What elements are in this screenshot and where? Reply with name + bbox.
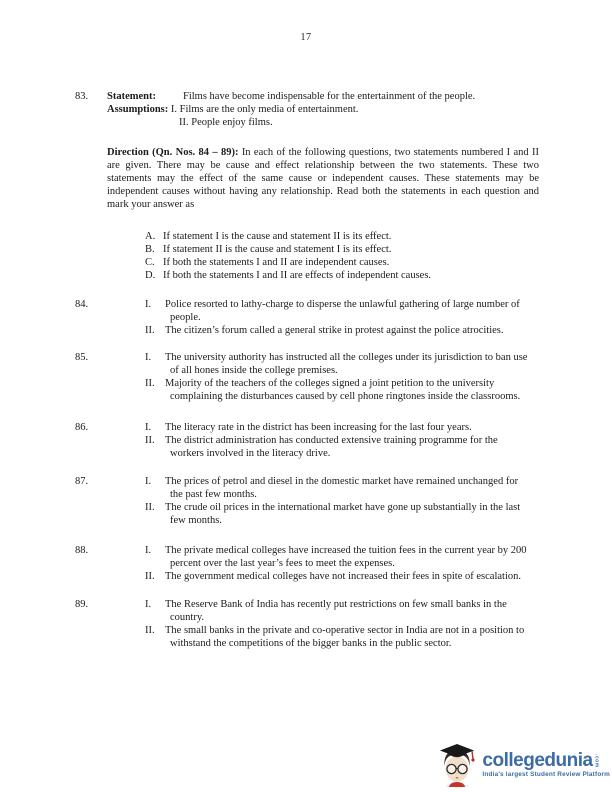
brand-row — [482, 751, 610, 770]
statement-1-label: I. — [145, 352, 152, 363]
direction-label: Direction (Qn. Nos. 84 – 89): — [107, 147, 239, 158]
assumptions-row — [107, 103, 475, 116]
statements — [145, 544, 542, 583]
statement-2-label: II. — [145, 502, 155, 513]
statement-line: workers involved in the literacy drive. — [170, 448, 331, 459]
question-83-body — [107, 90, 475, 129]
question-number: 83. — [75, 91, 89, 102]
question-number: 84. — [75, 299, 89, 310]
question-89 — [75, 598, 542, 650]
statement-line: people. — [170, 312, 201, 323]
option-letter: A. — [145, 231, 156, 242]
statement-line: the past few months. — [170, 489, 257, 500]
option-a — [145, 230, 542, 243]
statement-line: country. — [170, 612, 205, 623]
question-number: 86. — [75, 422, 89, 433]
statement-1-lines — [165, 475, 542, 501]
statement-2 — [145, 377, 542, 403]
statement-1 — [145, 475, 542, 501]
brand-suffix: .com — [593, 754, 600, 768]
statement-line: The private medical colleges have increased the tuition fees in the current year by 200 — [165, 545, 527, 556]
statements — [145, 421, 542, 460]
question-86 — [75, 421, 542, 460]
option-letter: B. — [145, 244, 155, 255]
statement-2-lines — [165, 377, 542, 403]
statement-line: The prices of petrol and diesel in the domestic market have remained unchanged for — [165, 476, 519, 487]
statement-line: Majority of the teachers of the colleges signed a joint petition to the university — [165, 378, 495, 389]
statements — [145, 298, 542, 337]
statement-1 — [145, 351, 542, 377]
question-87 — [75, 475, 542, 527]
statement-2 — [145, 434, 542, 460]
statement-2-lines — [165, 324, 542, 337]
statement-2-label: II. — [145, 571, 155, 582]
statement-1 — [145, 421, 542, 434]
statement-line: complaining the disturbances caused by cell phone ringtones inside the classrooms. — [170, 391, 521, 402]
question-number: 88. — [75, 545, 89, 556]
statement-1-lines — [165, 544, 542, 570]
statement-1-lines — [165, 351, 542, 377]
statement-2 — [145, 501, 542, 527]
statement-label: Statement: — [107, 91, 156, 102]
statement-1-label: I. — [145, 299, 152, 310]
answer-options — [145, 230, 542, 282]
statement-2-label: II. — [145, 625, 155, 636]
direction-paragraph — [107, 146, 539, 211]
option-b — [145, 243, 542, 256]
question-83 — [75, 90, 542, 129]
statements — [145, 598, 542, 650]
page-content — [75, 90, 542, 650]
statement-line: The university authority has instructed all the colleges under its jurisdiction to ban use — [165, 352, 528, 363]
brand-tagline: India's largest Student Review Platform — [482, 771, 610, 778]
assumption-i: I. Films are the only media of entertainment. — [170, 104, 359, 115]
statement-1-label: I. — [145, 545, 152, 556]
statement-line: withstand the competitions of the bigger banks in the public sector. — [170, 638, 452, 649]
statement-line: The Reserve Bank of India has recently put restrictions on few small banks in the — [165, 599, 507, 610]
assumptions-label: Assumptions: — [107, 104, 169, 115]
statements — [145, 475, 542, 527]
statement-1-label: I. — [145, 476, 152, 487]
statement-1 — [145, 598, 542, 624]
statement-line: The district administration has conducted extensive training programme for the — [165, 435, 498, 446]
statement-2 — [145, 624, 542, 650]
question-number: 89. — [75, 599, 89, 610]
statement-1-lines — [165, 298, 542, 324]
option-d — [145, 269, 542, 282]
question-number: 87. — [75, 476, 89, 487]
statement-line: The government medical colleges have not increased their fees in spite of escalation. — [165, 571, 521, 582]
statement-1-lines — [165, 598, 542, 624]
statement-2-label: II. — [145, 435, 155, 446]
brand-block — [482, 751, 610, 779]
option-text: If statement II is the cause and statement I is its effect. — [163, 244, 392, 255]
question-88 — [75, 544, 542, 583]
statement-1-label: I. — [145, 599, 152, 610]
page-number: 17 — [300, 32, 312, 43]
statement-1 — [145, 298, 542, 324]
option-letter: D. — [145, 270, 156, 281]
statement-line: The crude oil prices in the international market have gone up substantially in the last — [165, 502, 521, 513]
brand-name: collegedunia — [482, 750, 593, 771]
statement-2-lines — [165, 434, 542, 460]
option-letter: C. — [145, 257, 155, 268]
statement-2-label: II. — [145, 378, 155, 389]
statement-2-lines — [165, 501, 542, 527]
statement-line: Police resorted to lathy-charge to disperse the unlawful gathering of large number of — [165, 299, 520, 310]
statement-1 — [145, 544, 542, 570]
statement-1-lines — [165, 421, 542, 434]
question-85 — [75, 351, 542, 403]
direction-text: In each of the following questions, two statements numbered I and II are given. There may be cause and effect relationship between the two statements. These two statements may the effect of the same cause or independent causes. These statements may be independent causes without having any relationship. Read both the statements in each question and mark your answer as — [107, 147, 540, 210]
assumption-ii: II. People enjoy films. — [179, 117, 273, 128]
question-84 — [75, 298, 542, 337]
option-text: If both the statements I and II are independent causes. — [163, 257, 390, 268]
statement-line: few months. — [170, 515, 222, 526]
option-c — [145, 256, 542, 269]
question-number: 85. — [75, 352, 89, 363]
collegedunia-logo — [436, 742, 610, 788]
statement-2 — [145, 324, 542, 337]
statement-2 — [145, 570, 542, 583]
statement-1-label: I. — [145, 422, 152, 433]
statement-line: percent over the last year’s fees to meet the expenses. — [170, 558, 395, 569]
option-text: If both the statements I and II are effects of independent causes. — [163, 270, 432, 281]
statement-line: of all hones inside the college premises. — [170, 365, 338, 376]
statement-2-lines — [165, 624, 542, 650]
statements — [145, 351, 542, 403]
statement-text: Films have become indispensable for the entertainment of the people. — [183, 91, 476, 102]
statement-row — [107, 90, 475, 103]
mascot-icon — [436, 742, 480, 788]
statement-line: The literacy rate in the district has been increasing for the last four years. — [165, 422, 472, 433]
statement-line: The citizen’s forum called a general strike in protest against the police atrocities. — [165, 325, 504, 336]
statement-2-label: II. — [145, 325, 155, 336]
option-text: If statement I is the cause and statement II is its effect. — [163, 231, 392, 242]
statement-line: The small banks in the private and co-operative sector in India are not in a position to — [165, 625, 525, 636]
statement-2-lines — [165, 570, 542, 583]
